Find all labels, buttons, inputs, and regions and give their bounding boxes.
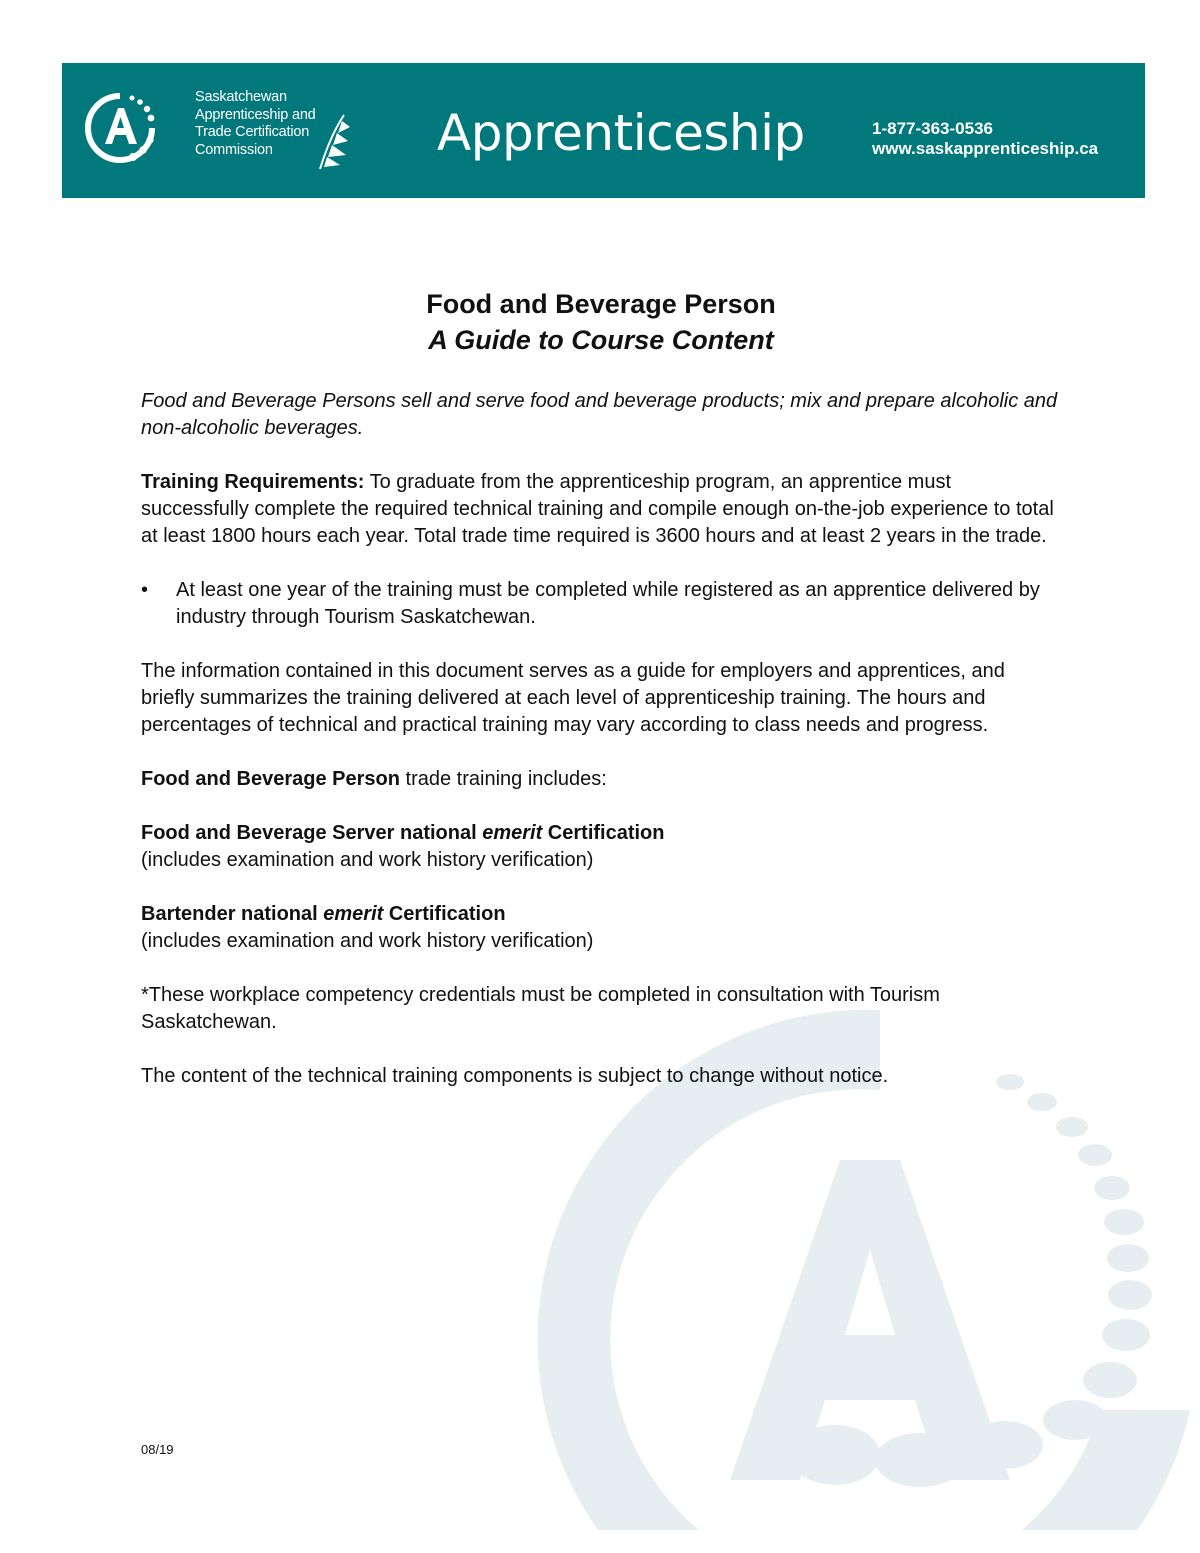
certification-heading <box>141 820 1061 847</box>
org-name-line: Trade Certification <box>195 124 310 140</box>
info-paragraph: The information contained in this document serves as a guide for employers and apprentices, and briefly summarizes the training delivered at each level of apprenticeship training. The hours and percentages of technical and practical training may vary according to class needs and progress. <box>141 660 1005 736</box>
includes-text: trade training includes: <box>399 768 607 790</box>
list-item <box>141 577 1061 631</box>
cert-heading-text: Bartender national <box>141 903 324 925</box>
training-requirements-label: Training Requirements: <box>141 471 365 493</box>
change-notice: The content of the technical training components is subject to change without notice. <box>141 1065 889 1087</box>
wheat-feather-icon <box>314 113 354 171</box>
cert-heading-text: Certification <box>383 903 506 925</box>
consultation-note: *These workplace competency credentials must be completed in consultation with Tourism Saskatchewan. <box>141 984 940 1033</box>
banner-title: Apprenticeship <box>437 104 805 162</box>
bullet-text: At least one year of the training must be completed while registered as an apprentice delivered by industry through Tourism Saskatchewan. <box>176 579 1040 628</box>
emerit-brand: emerit <box>482 822 543 844</box>
bullet-icon: • <box>141 579 149 601</box>
document-body <box>141 286 1061 1090</box>
training-requirements-paragraph <box>141 469 1061 550</box>
phone-number: 1-877-363-0536 <box>872 119 993 138</box>
document-subtitle: A Guide to Course Content <box>428 325 774 355</box>
header-banner <box>62 63 1145 198</box>
document-title: Food and Beverage Person <box>426 289 776 319</box>
cert-heading-text: Food and Beverage Server national <box>141 822 483 844</box>
cert-heading-text: Certification <box>542 822 665 844</box>
document-date: 08/19 <box>141 1442 174 1457</box>
training-requirements-text: To graduate from the apprenticeship program, an apprentice must successfully complete the required technical training and compile enough on-the-job experience to total at least 1800 hours each year. Total trade time required is 3600 hours and at least 2 years in the trade. <box>141 471 1054 547</box>
certification-note: (includes examination and work history verification) <box>141 930 594 952</box>
intro-paragraph: Food and Beverage Persons sell and serve food and beverage products; mix and prepare alcoholic and non-alcoholic beverages. <box>141 390 1058 439</box>
certification-note: (includes examination and work history verification) <box>141 849 594 871</box>
org-name-line: Saskatchewan <box>195 89 287 105</box>
contact-info <box>872 119 1098 159</box>
apprenticeship-a-logo-icon <box>80 88 160 168</box>
includes-paragraph <box>141 766 1061 793</box>
website-link[interactable]: www.saskapprenticeship.ca <box>872 139 1099 158</box>
org-name-line: Apprenticeship and <box>195 106 316 123</box>
certification-heading <box>141 901 1061 928</box>
org-name-line: Commission <box>195 141 273 158</box>
trade-name: Food and Beverage Person <box>141 768 400 790</box>
emerit-brand: emerit <box>323 903 384 925</box>
